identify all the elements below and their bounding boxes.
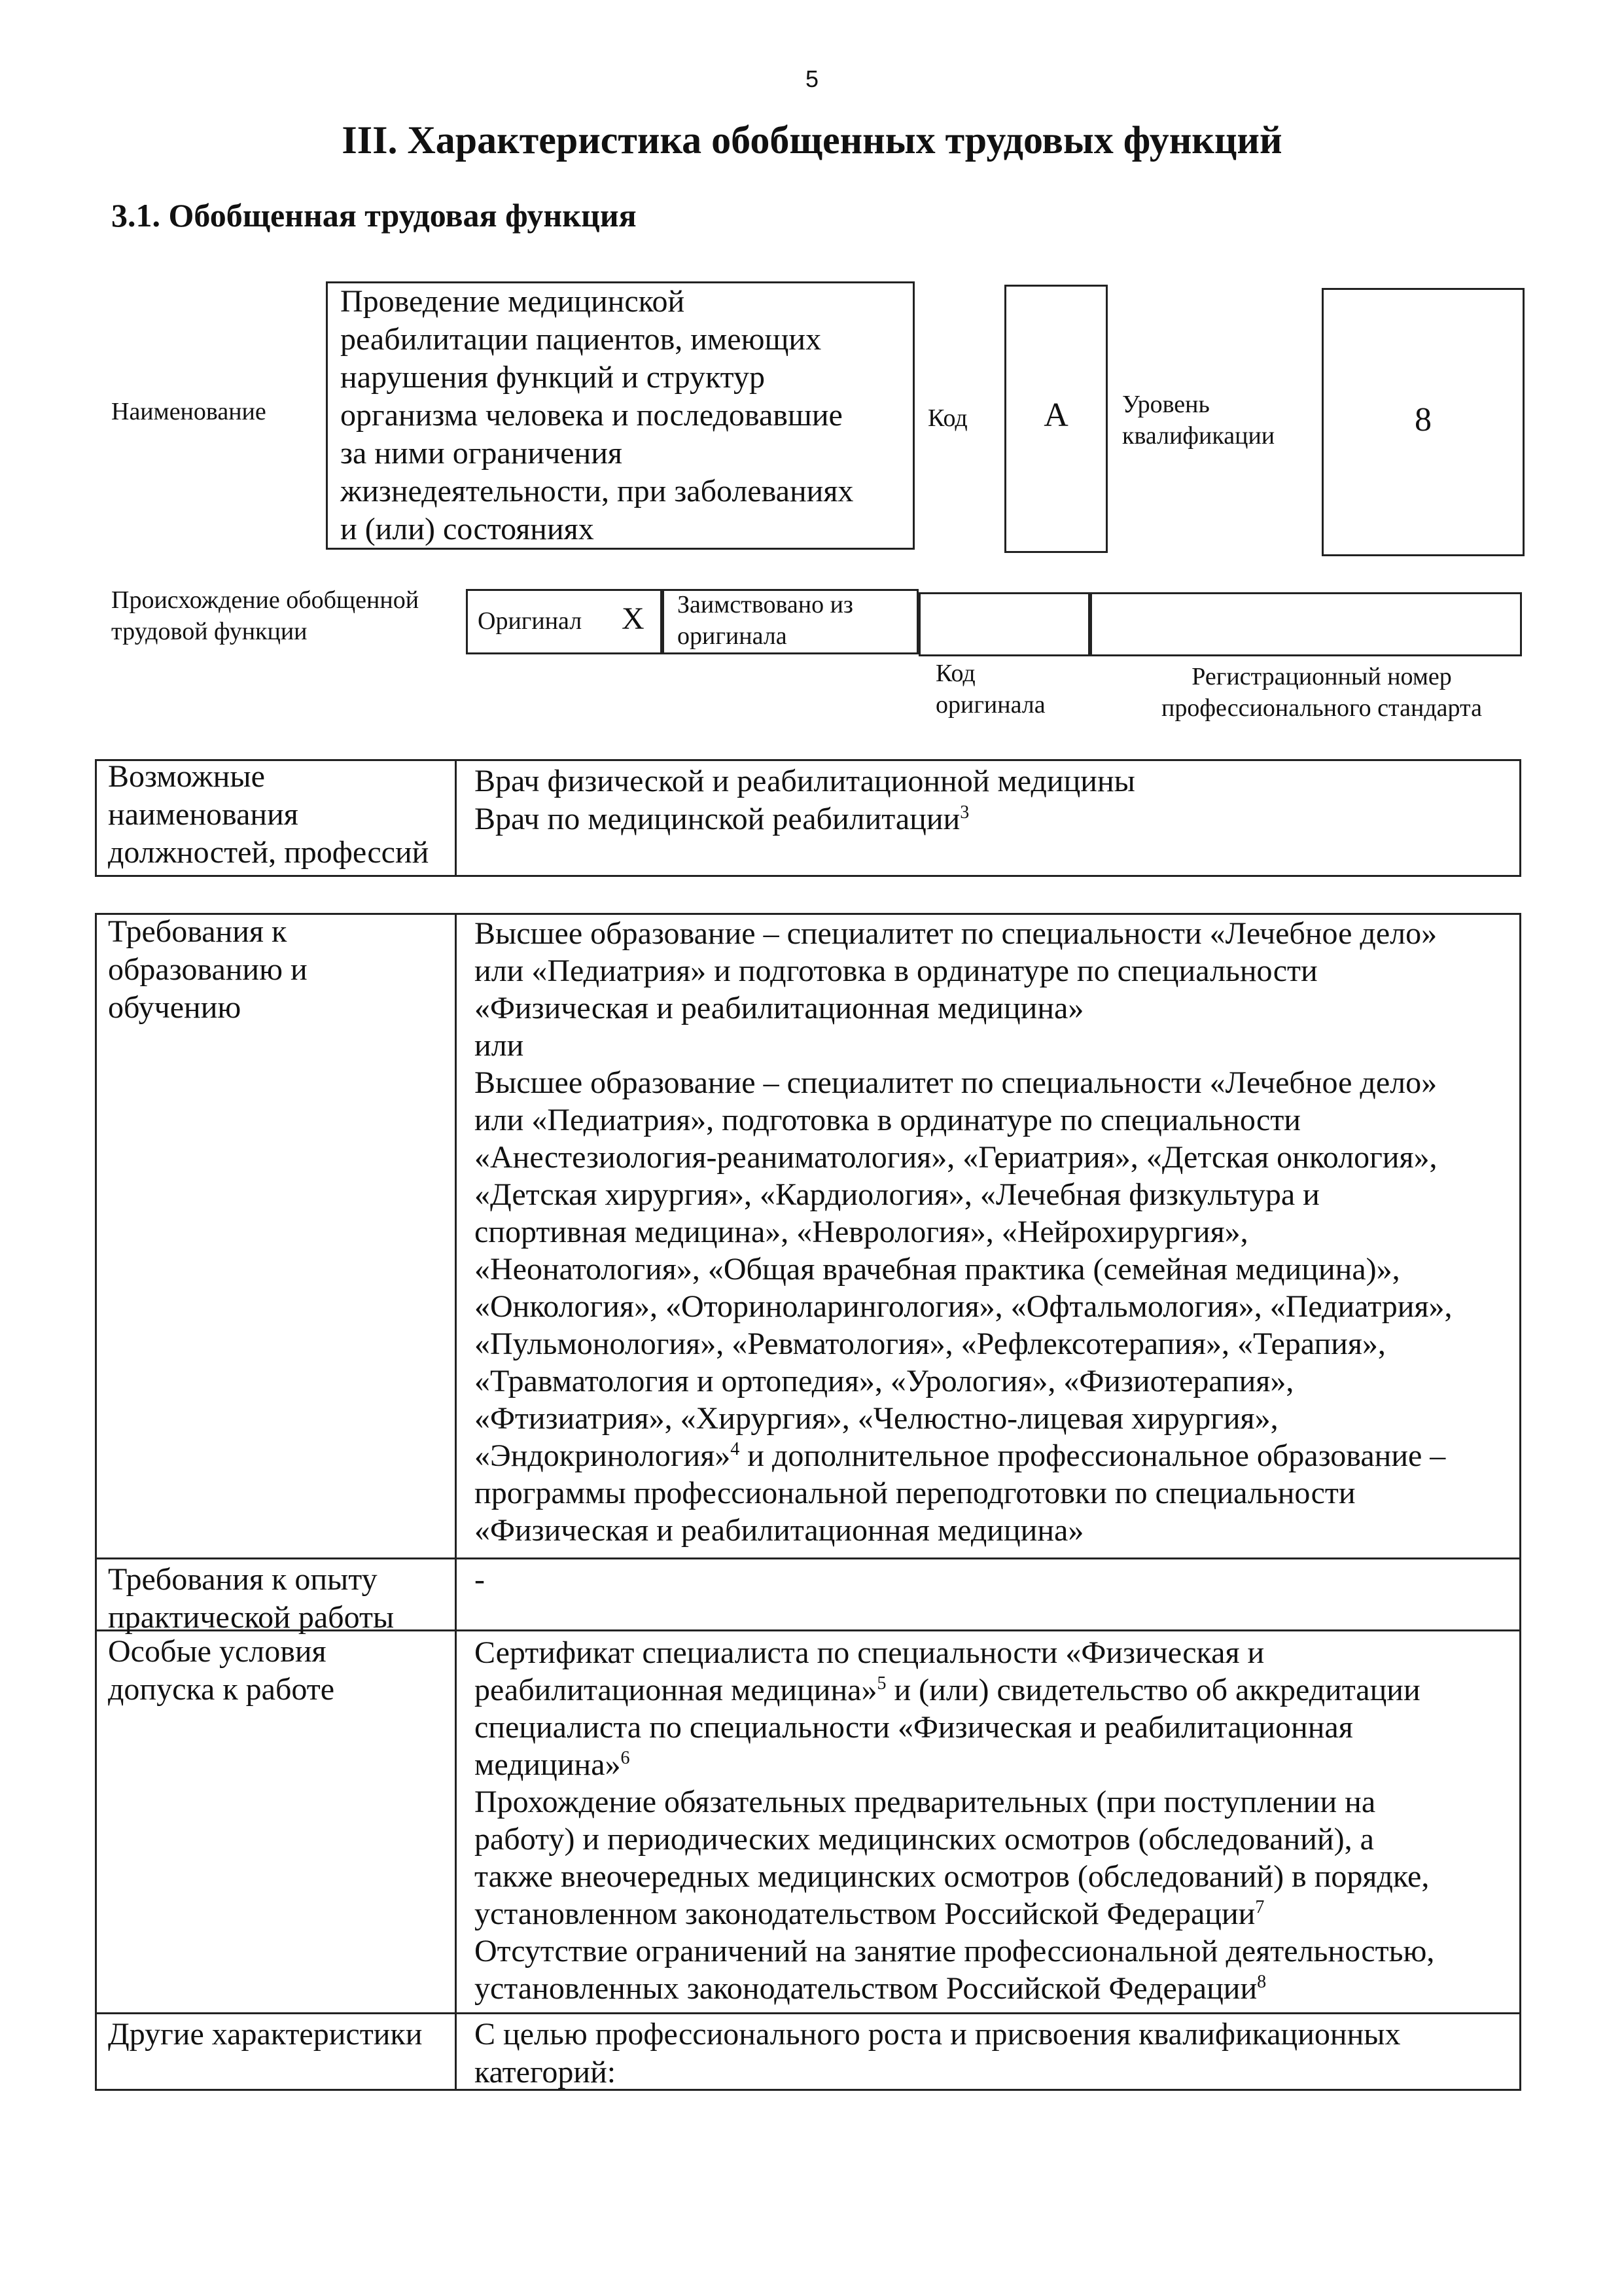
other-value: С целью профессионального роста и присвоения квалификационных категорий: (474, 2017, 1401, 2090)
reg-number-caption: Регистрационный номер профессионального стандарта (1161, 663, 1482, 722)
positions-value: Врач физической и реабилитационной медицины Врач по медицинской реабилитации$^3$ (474, 764, 1135, 836)
conditions-value: Сертификат специалиста по специальности «Физическая и реабилитационная медицина»$^5$ и (или) свидетельство об аккредитации специалиста по специальности «Физическая и реабилитационная медицина»$^6$ Прохождение обязательных предварительных (при поступлении на работу) и периодических медицинских осмотров (обследований), а также внеочередных медицинских осмотров (обследований) в порядке, установленном законодательством Российской Федерации$^7$ Отсутствие ограничений на занятие профессиональной деятельностью, установленных законодательством Российской Федерации$^8$ (474, 1635, 1435, 2006)
code-value: A (1044, 397, 1068, 434)
level-value: 8 (1415, 401, 1432, 438)
origin-code-caption: Код оригинала (936, 660, 1046, 719)
original-mark: X (622, 601, 644, 636)
experience-value: - (474, 1562, 485, 1597)
conditions-label: Особые условия допуска к работе (108, 1634, 335, 1707)
education-label: Требования к образованию и обучению (108, 914, 308, 1025)
origin-code-cell (919, 592, 1090, 656)
subsection-title: 3.1. Обобщенная трудовая функция (111, 197, 637, 234)
reg-number-cell (1090, 592, 1522, 656)
row-divider-1 (95, 1557, 1521, 1559)
original-label: Оригинал (478, 607, 582, 635)
name-label: Наименование (111, 398, 266, 425)
code-label: Код (928, 404, 968, 432)
education-value: Высшее образование – специалитет по специальности «Лечебное дело» или «Педиатрия» и подготовка в ординатуре по специальности «Физическая и реабилитационная медицина» или Высшее образование – специалитет по специальности «Лечебное дело» или «Педиатрия», подготовка в ординатуре по специальности «Анестезиология-реаниматология», «Гериатрия», «Детская онкология», «Детская хирургия», «Кардиология», «Лечебная физкультура и спортивная медицина», «Неврология», «Нейрохирургия», «Неонатология», «Общая врачебная практика (семейная медицина)», «Онкология», «Оториноларингология», «Офтальмология», «Педиатрия», «Пульмонология», «Ревматология», «Рефлексотерапия», «Терапия», «Травматология и ортопедия», «Урология», «Физиотерапия», «Фтизиатрия», «Хирургия», «Челюстно-лицевая хирургия», «Эндокринология»$^4$ и дополнительное профессиональное образование – программы профессиональной переподготовки по специальности «Физическая и реабилитационная медицина» (474, 916, 1453, 1548)
positions-label: Возможные наименования должностей, профессий (108, 759, 429, 870)
positions-divider (455, 759, 457, 877)
borrowed-label: Заимствовано из оригинала (677, 591, 853, 650)
requirements-divider (455, 913, 457, 2091)
name-value: Проведение медицинской реабилитации пациентов, имеющих нарушения функций и структур организма человека и последовавшие за ними ограничения жизнедеятельности, при заболеваниях и (или) состояниях (340, 284, 854, 546)
origin-label: Происхождение обобщенной трудовой функции (111, 586, 419, 645)
experience-label: Требования к опыту практической работы (108, 1562, 395, 1635)
other-label: Другие характеристики (108, 2017, 423, 2052)
section-title: III. Характеристика обобщенных трудовых функций (342, 118, 1282, 162)
row-divider-3 (95, 2012, 1521, 2014)
page-number: 5 (805, 65, 819, 92)
level-label: Уровень квалификации (1122, 391, 1275, 450)
